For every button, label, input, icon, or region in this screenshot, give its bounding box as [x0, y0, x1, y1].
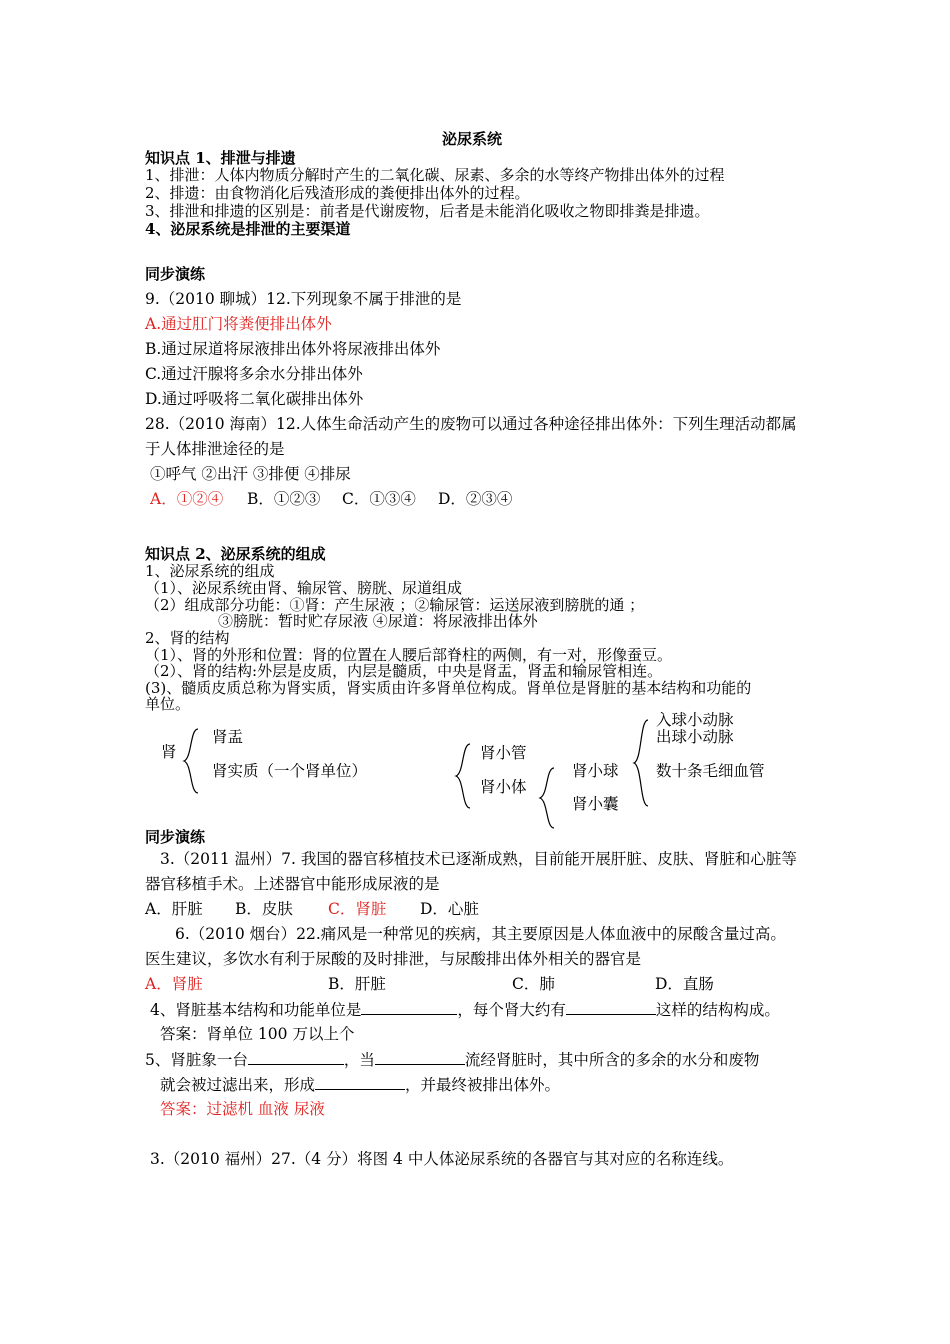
q5-blank-1	[248, 1050, 344, 1065]
q5-text-1: 5、肾脏象一台	[145, 1051, 248, 1069]
q28-option-c: C．①③④	[342, 490, 416, 508]
q4-text-3: 这样的结构构成。	[655, 1001, 780, 1019]
diagram-pelvis: 肾盂	[212, 728, 244, 746]
kp2-line-4: ③膀胱：暂时贮存尿液 ④尿道：将尿液排出体外	[218, 612, 538, 630]
kp2-line-2: （1）、泌尿系统由肾、输尿管、膀胱、尿道组成	[145, 579, 463, 597]
page-title: 泌尿系统	[442, 130, 503, 148]
brace-glomerulus	[630, 718, 652, 808]
q4-blank-1	[361, 1000, 457, 1015]
kp1-line-1: 1、排泄：人体内物质分解时产生的二氧化碳、尿素、多余的水等终产物排出体外的过程	[145, 166, 725, 184]
kp1-line-2: 2、排遗：由食物消化后残渣形成的粪便排出体外的过程。	[145, 184, 530, 202]
q9-option-c: C.通过汗腺将多余水分排出体外	[145, 365, 363, 383]
practice1-heading: 同步演练	[145, 265, 206, 283]
q28-option-b: B．①②③	[247, 490, 321, 508]
diagram-parenchyma: 肾实质（一个肾单位）	[212, 762, 368, 780]
q6-stem-2: 医生建议，多饮水有利于尿酸的及时排泄，与尿酸排出体外相关的器官是	[145, 950, 642, 968]
kp2-line-8: (3)、髓质皮质总称为肾实质，肾实质由许多肾单位构成。肾单位是肾脏的基本结构和功能的	[145, 679, 752, 697]
q6-option-c: C．肺	[512, 975, 555, 993]
q4-answer: 答案：肾单位 100 万以上个	[160, 1025, 355, 1043]
q28-option-a: A．①②④	[150, 490, 224, 508]
q3-stem-2: 器官移植手术。上述器官中能形成尿液的是	[145, 875, 440, 893]
q28-stem-1: 28.（2010 海南）12.人体生命活动产生的废物可以通过各种途径排出体外：下列生理活动都属	[145, 415, 797, 433]
brace-nephron	[452, 742, 474, 810]
diagram-capillaries: 数十条毛细血管	[656, 762, 765, 780]
q4-stem	[150, 1000, 780, 1020]
q28-items: ①呼气 ②出汗 ③排便 ④排尿	[150, 465, 351, 483]
q5-text-3: 流经肾脏时，其中所含的多余的水分和废物	[464, 1051, 760, 1069]
kp1-line-3: 3、排泄和排遗的区别是：前者是代谢废物，后者是未能消化吸收之物即排粪是排遗。	[145, 202, 710, 220]
diagram-kidney: 肾	[161, 743, 177, 761]
q3-option-c: C．肾脏	[328, 900, 387, 918]
diagram-capsule: 肾小囊	[572, 795, 619, 813]
q5-answer: 答案：过滤机 血液 尿液	[160, 1100, 325, 1118]
diagram-efferent: 出球小动脉	[656, 728, 734, 746]
q3-option-b: B．皮肤	[235, 900, 293, 918]
q3-option-a: A．肝脏	[145, 900, 203, 918]
q9-stem: 9.（2010 聊城）12.下列现象不属于排泄的是	[145, 290, 462, 308]
q3-stem-1: 3.（2011 温州）7. 我国的器官移植技术已逐渐成熟，目前能开展肝脏、皮肤、肾脏和心脏等	[160, 850, 797, 868]
practice2-heading: 同步演练	[145, 828, 206, 846]
q6-option-a: A．肾脏	[145, 975, 203, 993]
q5-text-4: 就会被过滤出来，形成	[160, 1076, 316, 1094]
q4-blank-2	[566, 1000, 656, 1015]
q6-stem-1: 6.（2010 烟台）22.痛风是一种常见的疾病，其主要原因是人体血液中的尿酸含量过高。	[175, 925, 786, 943]
q3-option-d: D．心脏	[420, 900, 479, 918]
q5-stem-1	[145, 1050, 759, 1070]
kp2-heading: 知识点 2、泌尿系统的组成	[145, 545, 326, 563]
brace-corpuscle	[536, 766, 558, 830]
brace-kidney	[180, 727, 202, 795]
kp2-line-1: 1、泌尿系统的组成	[145, 562, 275, 580]
q5-text-2: ，当	[343, 1051, 375, 1069]
q5-blank-3	[315, 1075, 405, 1090]
kp1-heading: 知识点 1、排泄与排遗	[145, 149, 296, 167]
q9-option-b: B.通过尿道将尿液排出体外将尿液排出体外	[145, 340, 441, 358]
q6-option-b: B．肝脏	[328, 975, 386, 993]
q5-blank-2	[375, 1050, 465, 1065]
kp1-line-4: 4、泌尿系统是排泄的主要渠道	[145, 220, 351, 238]
kp2-line-5: 2、肾的结构	[145, 629, 230, 647]
q5-text-5: ，并最终被排出体外。	[405, 1076, 561, 1094]
q3-fuzhou-stem: 3.（2010 福州）27.（4 分）将图 4 中人体泌尿系统的各器官与其对应的名称连线。	[150, 1150, 734, 1168]
kp2-line-6: （1）、肾的外形和位置：肾的位置在人腰后部脊柱的两侧，有一对，形像蚕豆。	[145, 646, 673, 664]
q9-option-a: A.通过肛门将粪便排出体外	[145, 315, 332, 333]
q28-option-d: D．②③④	[438, 490, 513, 508]
q4-text-1: 4、肾脏基本结构和功能单位是	[150, 1001, 362, 1019]
diagram-glomerulus: 肾小球	[572, 762, 619, 780]
q6-option-d: D．直肠	[655, 975, 714, 993]
kp2-line-7: （2）、肾的结构:外层是皮质，内层是髓质，中央是肾盂，肾盂和输尿管相连。	[145, 662, 663, 680]
q5-stem-2	[160, 1075, 560, 1095]
q4-text-2: ，每个肾大约有	[457, 1001, 566, 1019]
q28-stem-2: 于人体排泄途径的是	[145, 440, 285, 458]
kp2-line-9: 单位。	[145, 695, 191, 713]
diagram-corpuscle: 肾小体	[480, 778, 527, 796]
diagram-tubule: 肾小管	[480, 744, 527, 762]
kp2-line-3: （2）组成部分功能：①肾：产生尿液 ；②输尿管：运送尿液到膀胱的通 ；	[145, 596, 645, 614]
diagram-afferent: 入球小动脉	[656, 711, 734, 729]
q9-option-d: D.通过呼吸将二氧化碳排出体外	[145, 390, 364, 408]
